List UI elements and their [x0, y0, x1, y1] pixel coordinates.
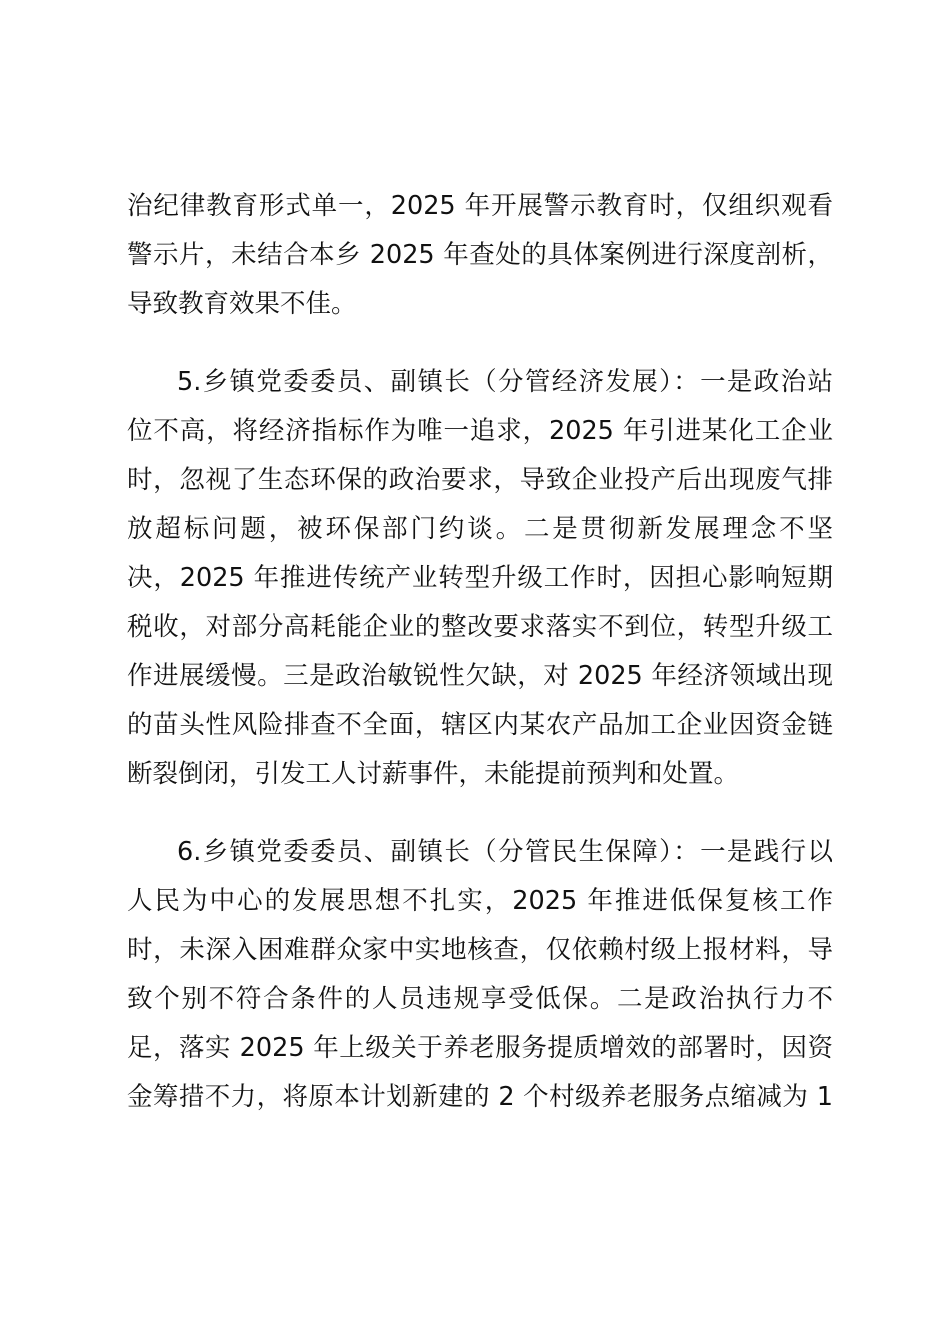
text-line: 警示片，未结合本乡 2025 年查处的具体案例进行深度剖析，	[127, 240, 833, 270]
text-line: 5.乡镇党委委员、副镇长（分管经济发展）：一是政治站	[177, 367, 833, 397]
text-line: 治纪律教育形式单一，2025 年开展警示教育时，仅组织观看	[127, 191, 833, 221]
text-line: 金筹措不力，将原本计划新建的 2 个村级养老服务点缩减为 1	[127, 1082, 833, 1112]
text-line: 位不高，将经济指标作为唯一追求，2025 年引进某化工企业	[127, 416, 833, 446]
paragraph	[127, 358, 833, 799]
text-line: 足，落实 2025 年上级关于养老服务提质增效的部署时，因资	[127, 1033, 833, 1063]
text-line: 作进展缓慢。三是政治敏锐性欠缺，对 2025 年经济领域出现	[127, 661, 833, 691]
text-line: 的苗头性风险排查不全面，辖区内某农产品加工企业因资金链	[127, 710, 833, 740]
text-line: 时，未深入困难群众家中实地核查，仅依赖村级上报材料，导	[127, 935, 833, 965]
text-line: 决，2025 年推进传统产业转型升级工作时，因担心影响短期	[127, 563, 833, 593]
document-page	[127, 182, 833, 1151]
paragraph	[127, 828, 833, 1122]
text-line: 税收，对部分高耗能企业的整改要求落实不到位，转型升级工	[127, 612, 833, 642]
text-line: 导致教育效果不佳。	[127, 289, 357, 319]
text-line: 时，忽视了生态环保的政治要求，导致企业投产后出现废气排	[127, 465, 833, 495]
text-line: 人民为中心的发展思想不扎实，2025 年推进低保复核工作	[127, 886, 833, 916]
text-line: 6.乡镇党委委员、副镇长（分管民生保障）：一是践行以	[177, 837, 833, 867]
paragraph	[127, 182, 833, 329]
text-line: 断裂倒闭，引发工人讨薪事件，未能提前预判和处置。	[127, 759, 740, 789]
text-line: 放超标问题，被环保部门约谈。二是贯彻新发展理念不坚	[127, 514, 833, 544]
text-line: 致个别不符合条件的人员违规享受低保。二是政治执行力不	[127, 984, 833, 1014]
